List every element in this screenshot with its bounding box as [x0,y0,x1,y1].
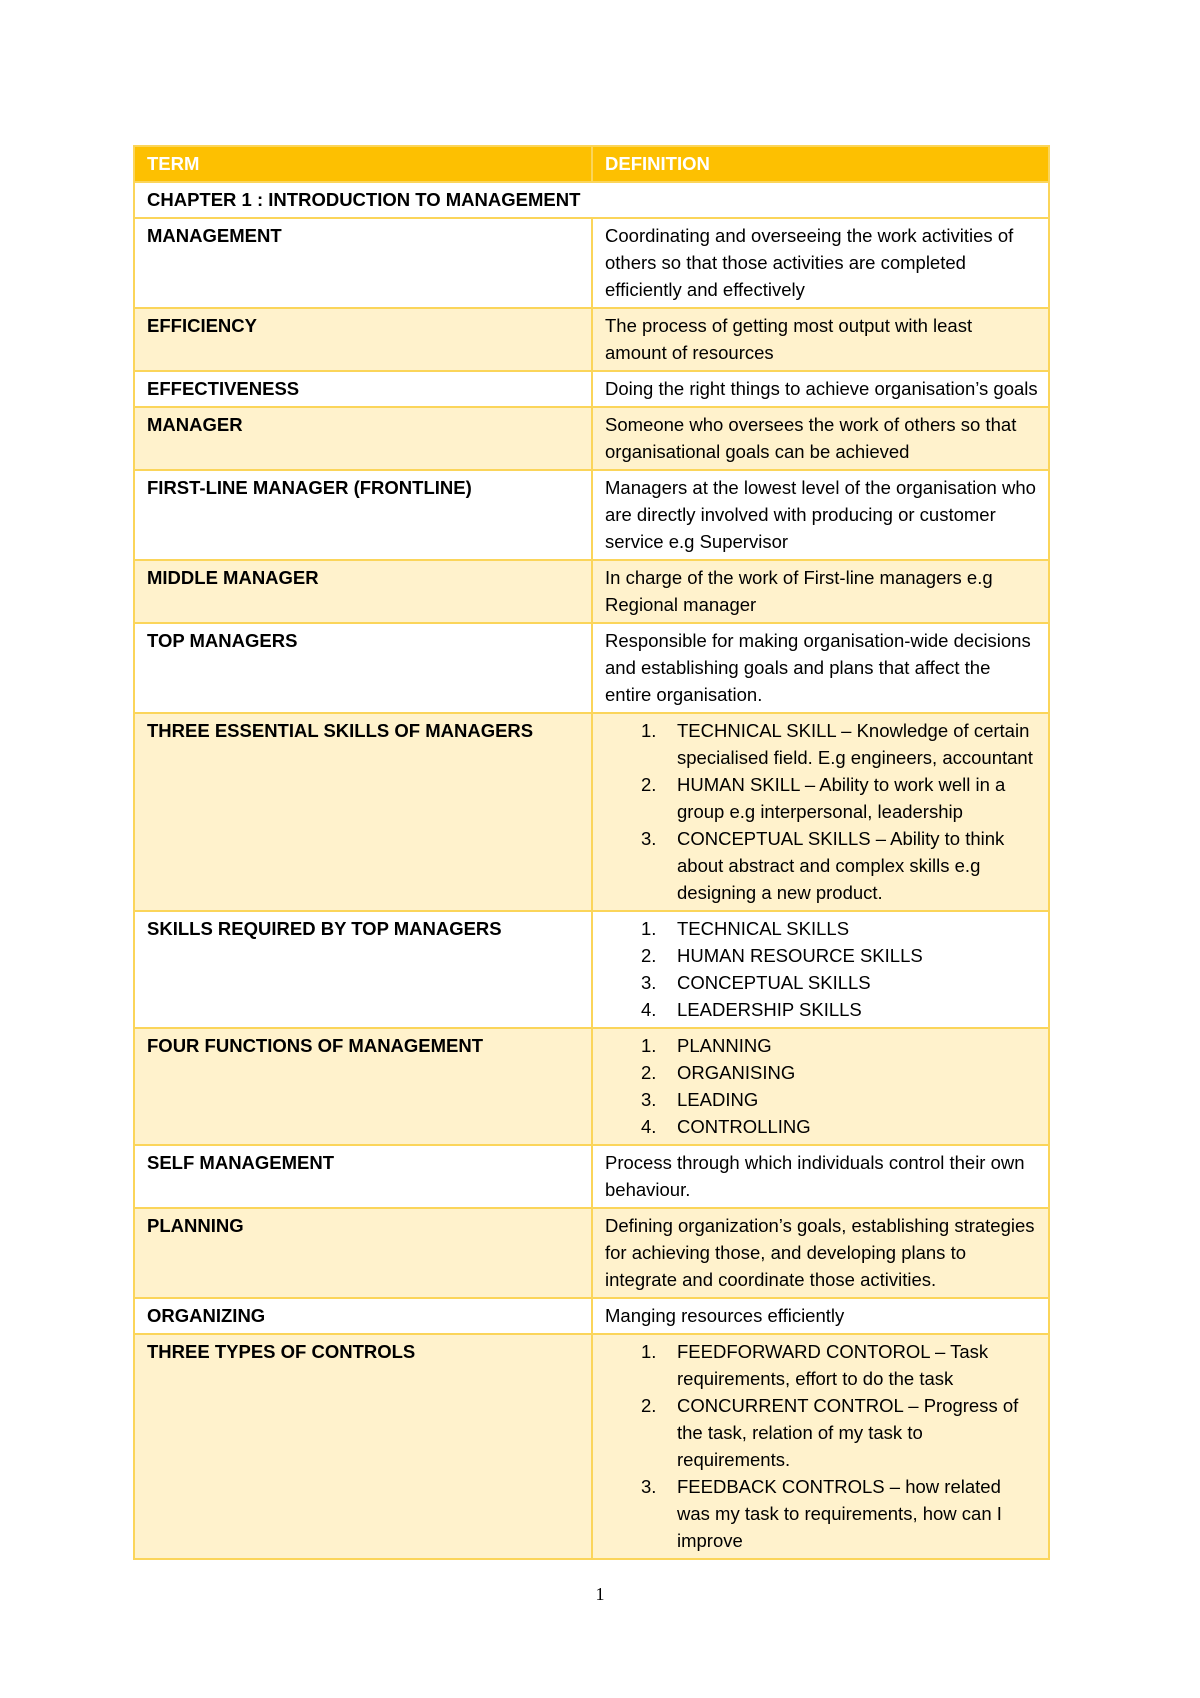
list-text: CONCEPTUAL SKILLS – Ability to think about abstract and complex skills e.g designing a new product. [677,828,1005,903]
list-text: LEADERSHIP SKILLS [677,999,862,1020]
table-body [134,182,1049,1559]
table-row [134,407,1049,470]
list-item [605,1086,1038,1113]
definition-cell: In charge of the work of First-line managers e.g Regional manager [592,560,1049,623]
list-number: 1. [641,720,657,741]
list-text: HUMAN SKILL – Ability to work well in a group e.g interpersonal, leadership [677,774,1006,822]
term-cell: THREE ESSENTIAL SKILLS OF MANAGERS [134,713,592,911]
list-number: 3. [641,1476,657,1497]
table-row [134,623,1049,713]
list-number: 3. [641,972,657,993]
definition-list [605,717,1038,906]
term-cell: ORGANIZING [134,1298,592,1334]
definition-cell: Someone who oversees the work of others so that organisational goals can be achieved [592,407,1049,470]
definition-list [605,1338,1038,1554]
table-row [134,1145,1049,1208]
definition-cell [592,713,1049,911]
term-cell: FOUR FUNCTIONS OF MANAGEMENT [134,1028,592,1145]
list-number: 3. [641,828,657,849]
definition-cell: Process through which individuals control their own behaviour. [592,1145,1049,1208]
list-number: 1. [641,1341,657,1362]
term-cell: PLANNING [134,1208,592,1298]
definition-cell [592,1028,1049,1145]
list-text: TECHNICAL SKILLS [677,918,850,939]
list-item [605,942,1038,969]
header-definition: DEFINITION [592,146,1049,182]
list-number: 1. [641,1035,657,1056]
list-number: 2. [641,1395,657,1416]
list-item [605,1059,1038,1086]
term-cell: EFFECTIVENESS [134,371,592,407]
list-text: CONCURRENT CONTROL – Progress of the task, relation of my task to requirements. [677,1395,1019,1470]
list-item [605,1113,1038,1140]
definition-cell: Manging resources efficiently [592,1298,1049,1334]
term-cell: FIRST-LINE MANAGER (FRONTLINE) [134,470,592,560]
table-row [134,371,1049,407]
table-row [134,1334,1049,1559]
list-item [605,1032,1038,1059]
page-number: 1 [595,1584,605,1604]
definition-cell: Doing the right things to achieve organisation’s goals [592,371,1049,407]
term-cell: SKILLS REQUIRED BY TOP MANAGERS [134,911,592,1028]
chapter-title: CHAPTER 1 : INTRODUCTION TO MANAGEMENT [134,182,1049,218]
list-item [605,1392,1038,1473]
list-number: 2. [641,945,657,966]
table-row [134,1298,1049,1334]
list-item [605,1338,1038,1392]
table-row [134,218,1049,308]
list-item [605,771,1038,825]
list-item [605,825,1038,906]
term-cell: MIDDLE MANAGER [134,560,592,623]
definition-cell: Responsible for making organisation-wide decisions and establishing goals and plans that affect the entire organisation. [592,623,1049,713]
list-number: 2. [641,774,657,795]
definition-list [605,915,1038,1023]
list-text: FEEDFORWARD CONTOROL – Task requirements, effort to do the task [677,1341,989,1389]
list-number: 1. [641,918,657,939]
list-text: CONTROLLING [677,1116,811,1137]
table-row [134,911,1049,1028]
list-item [605,915,1038,942]
list-item [605,1473,1038,1554]
terms-table [133,145,1050,1560]
list-text: HUMAN RESOURCE SKILLS [677,945,923,966]
definition-cell [592,1334,1049,1559]
term-cell: EFFICIENCY [134,308,592,371]
term-cell: SELF MANAGEMENT [134,1145,592,1208]
table-row [134,308,1049,371]
list-number: 3. [641,1089,657,1110]
definition-cell: Managers at the lowest level of the organisation who are directly involved with producing or customer service e.g Supervisor [592,470,1049,560]
chapter-row [134,182,1049,218]
list-number: 4. [641,1116,657,1137]
definition-cell [592,911,1049,1028]
term-cell: MANAGER [134,407,592,470]
term-cell: TOP MANAGERS [134,623,592,713]
list-number: 2. [641,1062,657,1083]
list-item [605,996,1038,1023]
term-cell: MANAGEMENT [134,218,592,308]
list-item [605,717,1038,771]
table-row [134,470,1049,560]
header-term: TERM [134,146,592,182]
list-text: ORGANISING [677,1062,796,1083]
definition-list [605,1032,1038,1140]
definition-cell: The process of getting most output with least amount of resources [592,308,1049,371]
list-number: 4. [641,999,657,1020]
term-cell: THREE TYPES OF CONTROLS [134,1334,592,1559]
table-row [134,560,1049,623]
definition-cell: Coordinating and overseeing the work activities of others so that those activities are completed efficiently and effectively [592,218,1049,308]
list-text: TECHNICAL SKILL – Knowledge of certain specialised field. E.g engineers, accountant [677,720,1033,768]
list-text: PLANNING [677,1035,772,1056]
list-text: CONCEPTUAL SKILLS [677,972,871,993]
table-header-row [134,146,1049,182]
list-text: LEADING [677,1089,759,1110]
definition-cell: Defining organization’s goals, establishing strategies for achieving those, and developing plans to integrate and coordinate those activities. [592,1208,1049,1298]
table-row [134,1208,1049,1298]
list-text: FEEDBACK CONTROLS – how related was my task to requirements, how can I improve [677,1476,1002,1551]
list-item [605,969,1038,996]
table-row [134,1028,1049,1145]
table-row [134,713,1049,911]
